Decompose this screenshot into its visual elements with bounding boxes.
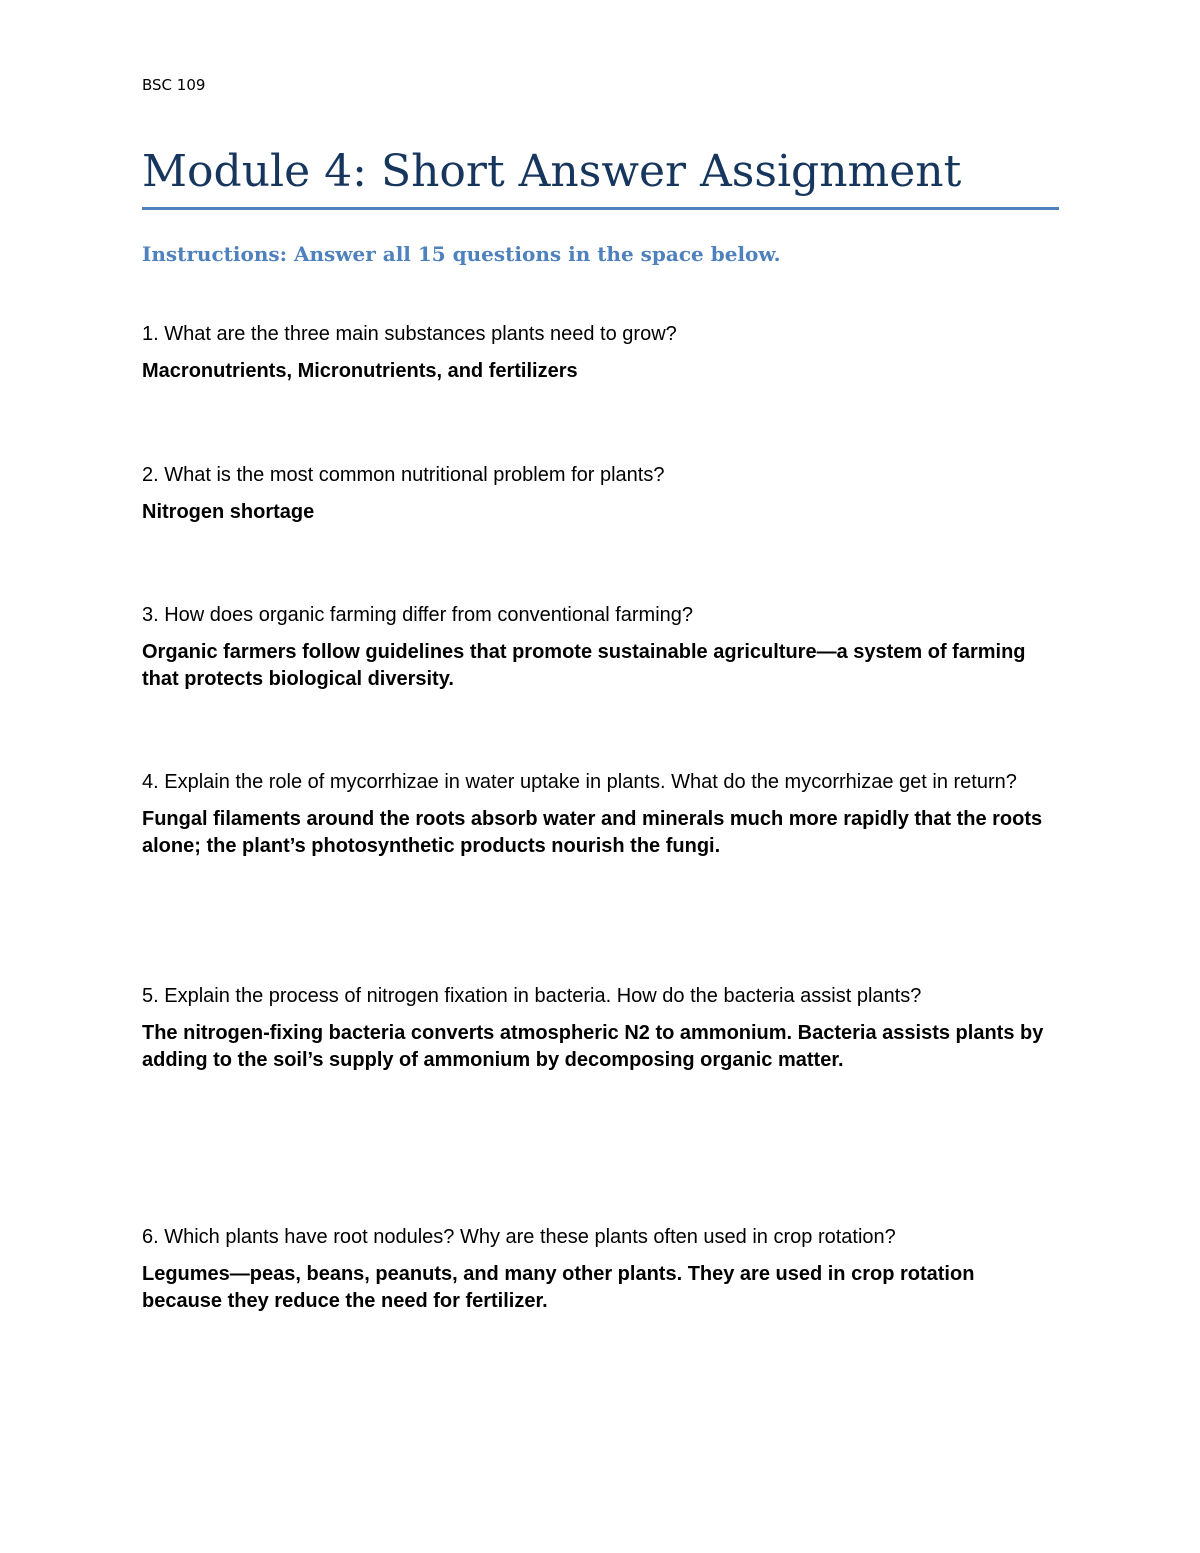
question-4: 4. Explain the role of mycorrhizae in water uptake in plants. What do the mycorrhizae get in return? — [142, 771, 1017, 793]
qa-item-3 — [142, 592, 1052, 693]
question-5: 5. Explain the process of nitrogen fixation in bacteria. How do the bacteria assist plants? — [142, 985, 922, 1007]
qa-item-2 — [142, 452, 1052, 526]
answer-6: Legumes—peas, beans, peanuts, and many other plants. They are used in crop rotation because they reduce the need for fertilizer. — [142, 1263, 975, 1312]
qa-item-4 — [142, 759, 1052, 860]
course-header: BSC 109 — [142, 76, 206, 94]
answer-3: Organic farmers follow guidelines that promote sustainable agriculture—a system of farming that protects biological diversity. — [142, 641, 1026, 690]
instructions-heading: Instructions: Answer all 15 questions in the space below. — [142, 242, 781, 266]
question-6: 6. Which plants have root nodules? Why are these plants often used in crop rotation? — [142, 1226, 896, 1248]
answer-4: Fungal filaments around the roots absorb water and minerals much more rapidly that the roots alone; the plant’s photosynthetic products nourish the fungi. — [142, 808, 1043, 857]
question-2: 2. What is the most common nutritional problem for plants? — [142, 464, 665, 486]
answer-2: Nitrogen shortage — [142, 501, 315, 523]
page-title: Module 4: Short Answer Assignment — [142, 146, 962, 197]
title-underline — [142, 207, 1059, 210]
qa-item-6 — [142, 1214, 1052, 1315]
question-1: 1. What are the three main substances plants need to grow? — [142, 323, 677, 345]
answer-5: The nitrogen-fixing bacteria converts atmospheric N2 to ammonium. Bacteria assists plants by adding to the soil’s supply of ammonium by decomposing organic matter. — [142, 1022, 1044, 1071]
qa-item-5 — [142, 973, 1052, 1074]
qa-item-1 — [142, 311, 1052, 385]
answer-1: Macronutrients, Micronutrients, and fertilizers — [142, 360, 578, 382]
question-3: 3. How does organic farming differ from conventional farming? — [142, 604, 694, 626]
